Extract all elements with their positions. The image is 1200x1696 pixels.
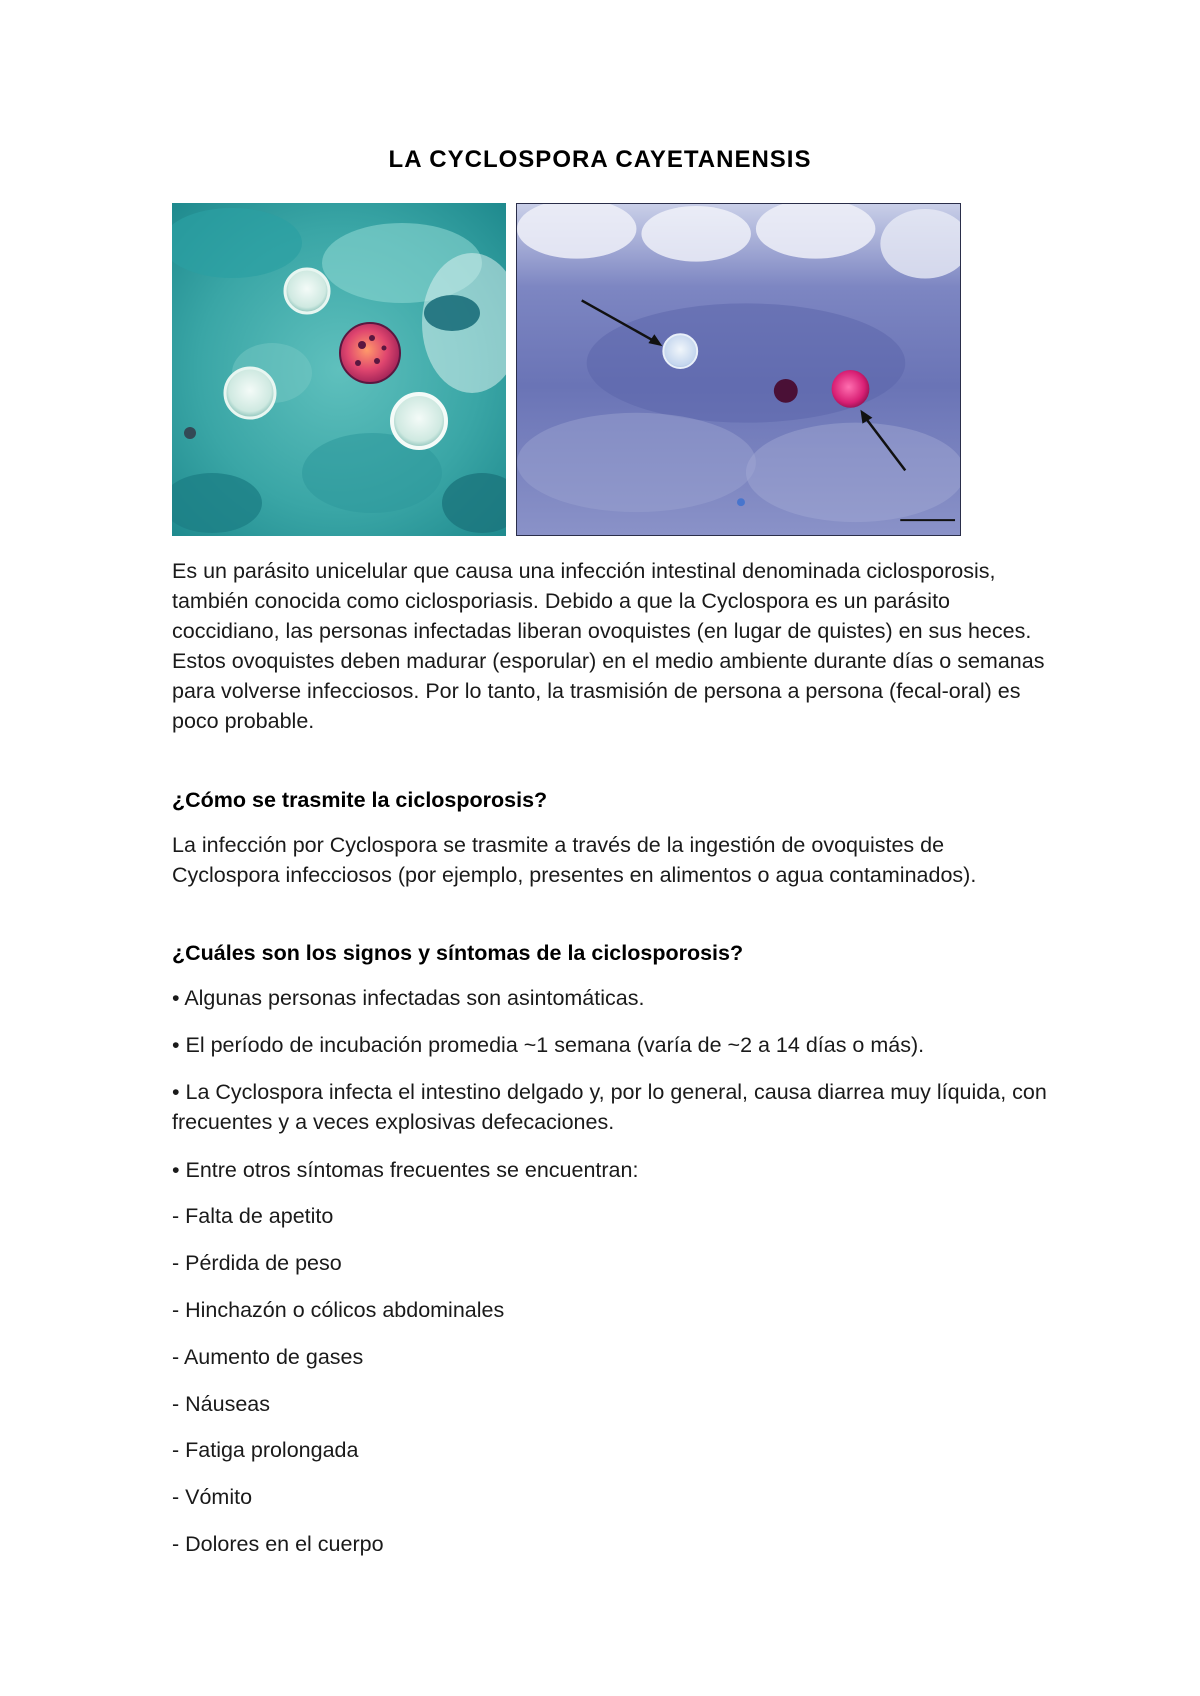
heading-symptoms: ¿Cuáles son los signos y síntomas de la ciclosporosis?: [172, 941, 744, 965]
micrograph-blue-stain: [516, 203, 961, 536]
intro-paragraph: Es un parásito unicelular que causa una infección intestinal denominada ciclosporosis, también conocida como ciclosporiasis. Debido a que la Cyclospora es un parásito coccidiano, las personas infectadas liberan ovoquistes (en lugar de quistes) en sus heces. Estos ovoquistes deben madurar (esporular) en el medio ambiente durante días o semanas para volverse infecciosos. Por lo tanto, la trasmisión de persona a persona (fecal-oral) es poco probable.: [172, 559, 1045, 733]
bullet-item: • La Cyclospora infecta el intestino delgado y, por lo general, causa diarrea muy líquida, con frecuentes y a veces explosivas defecaciones.: [172, 1080, 1047, 1134]
heading-how-transmitted: ¿Cómo se trasmite la ciclosporosis?: [172, 788, 548, 812]
bullet-item: • Algunas personas infectadas son asintomáticas.: [172, 986, 645, 1010]
transmission-paragraph: La infección por Cyclospora se trasmite a través de la ingestión de ovoquistes de Cyclospora infecciosos (por ejemplo, presentes en alimentos o agua contaminados).: [172, 833, 977, 887]
symptom-item: - Vómito: [172, 1485, 253, 1509]
micrograph-teal-stain: [172, 203, 506, 536]
page-title: LA CYCLOSPORA CAYETANENSIS: [388, 146, 812, 173]
symptom-item: - Pérdida de peso: [172, 1251, 342, 1275]
symptom-item: - Náuseas: [172, 1392, 270, 1416]
bullet-item: • El período de incubación promedia ~1 semana (varía de ~2 a 14 días o más).: [172, 1033, 925, 1057]
symptom-item: - Dolores en el cuerpo: [172, 1532, 384, 1556]
bullet-item: • Entre otros síntomas frecuentes se encuentran:: [172, 1158, 639, 1182]
symptom-item: - Falta de apetito: [172, 1204, 334, 1228]
symptom-item: - Fatiga prolongada: [172, 1438, 359, 1462]
symptom-item: - Aumento de gases: [172, 1345, 364, 1369]
symptom-item: - Hinchazón o cólicos abdominales: [172, 1298, 505, 1322]
